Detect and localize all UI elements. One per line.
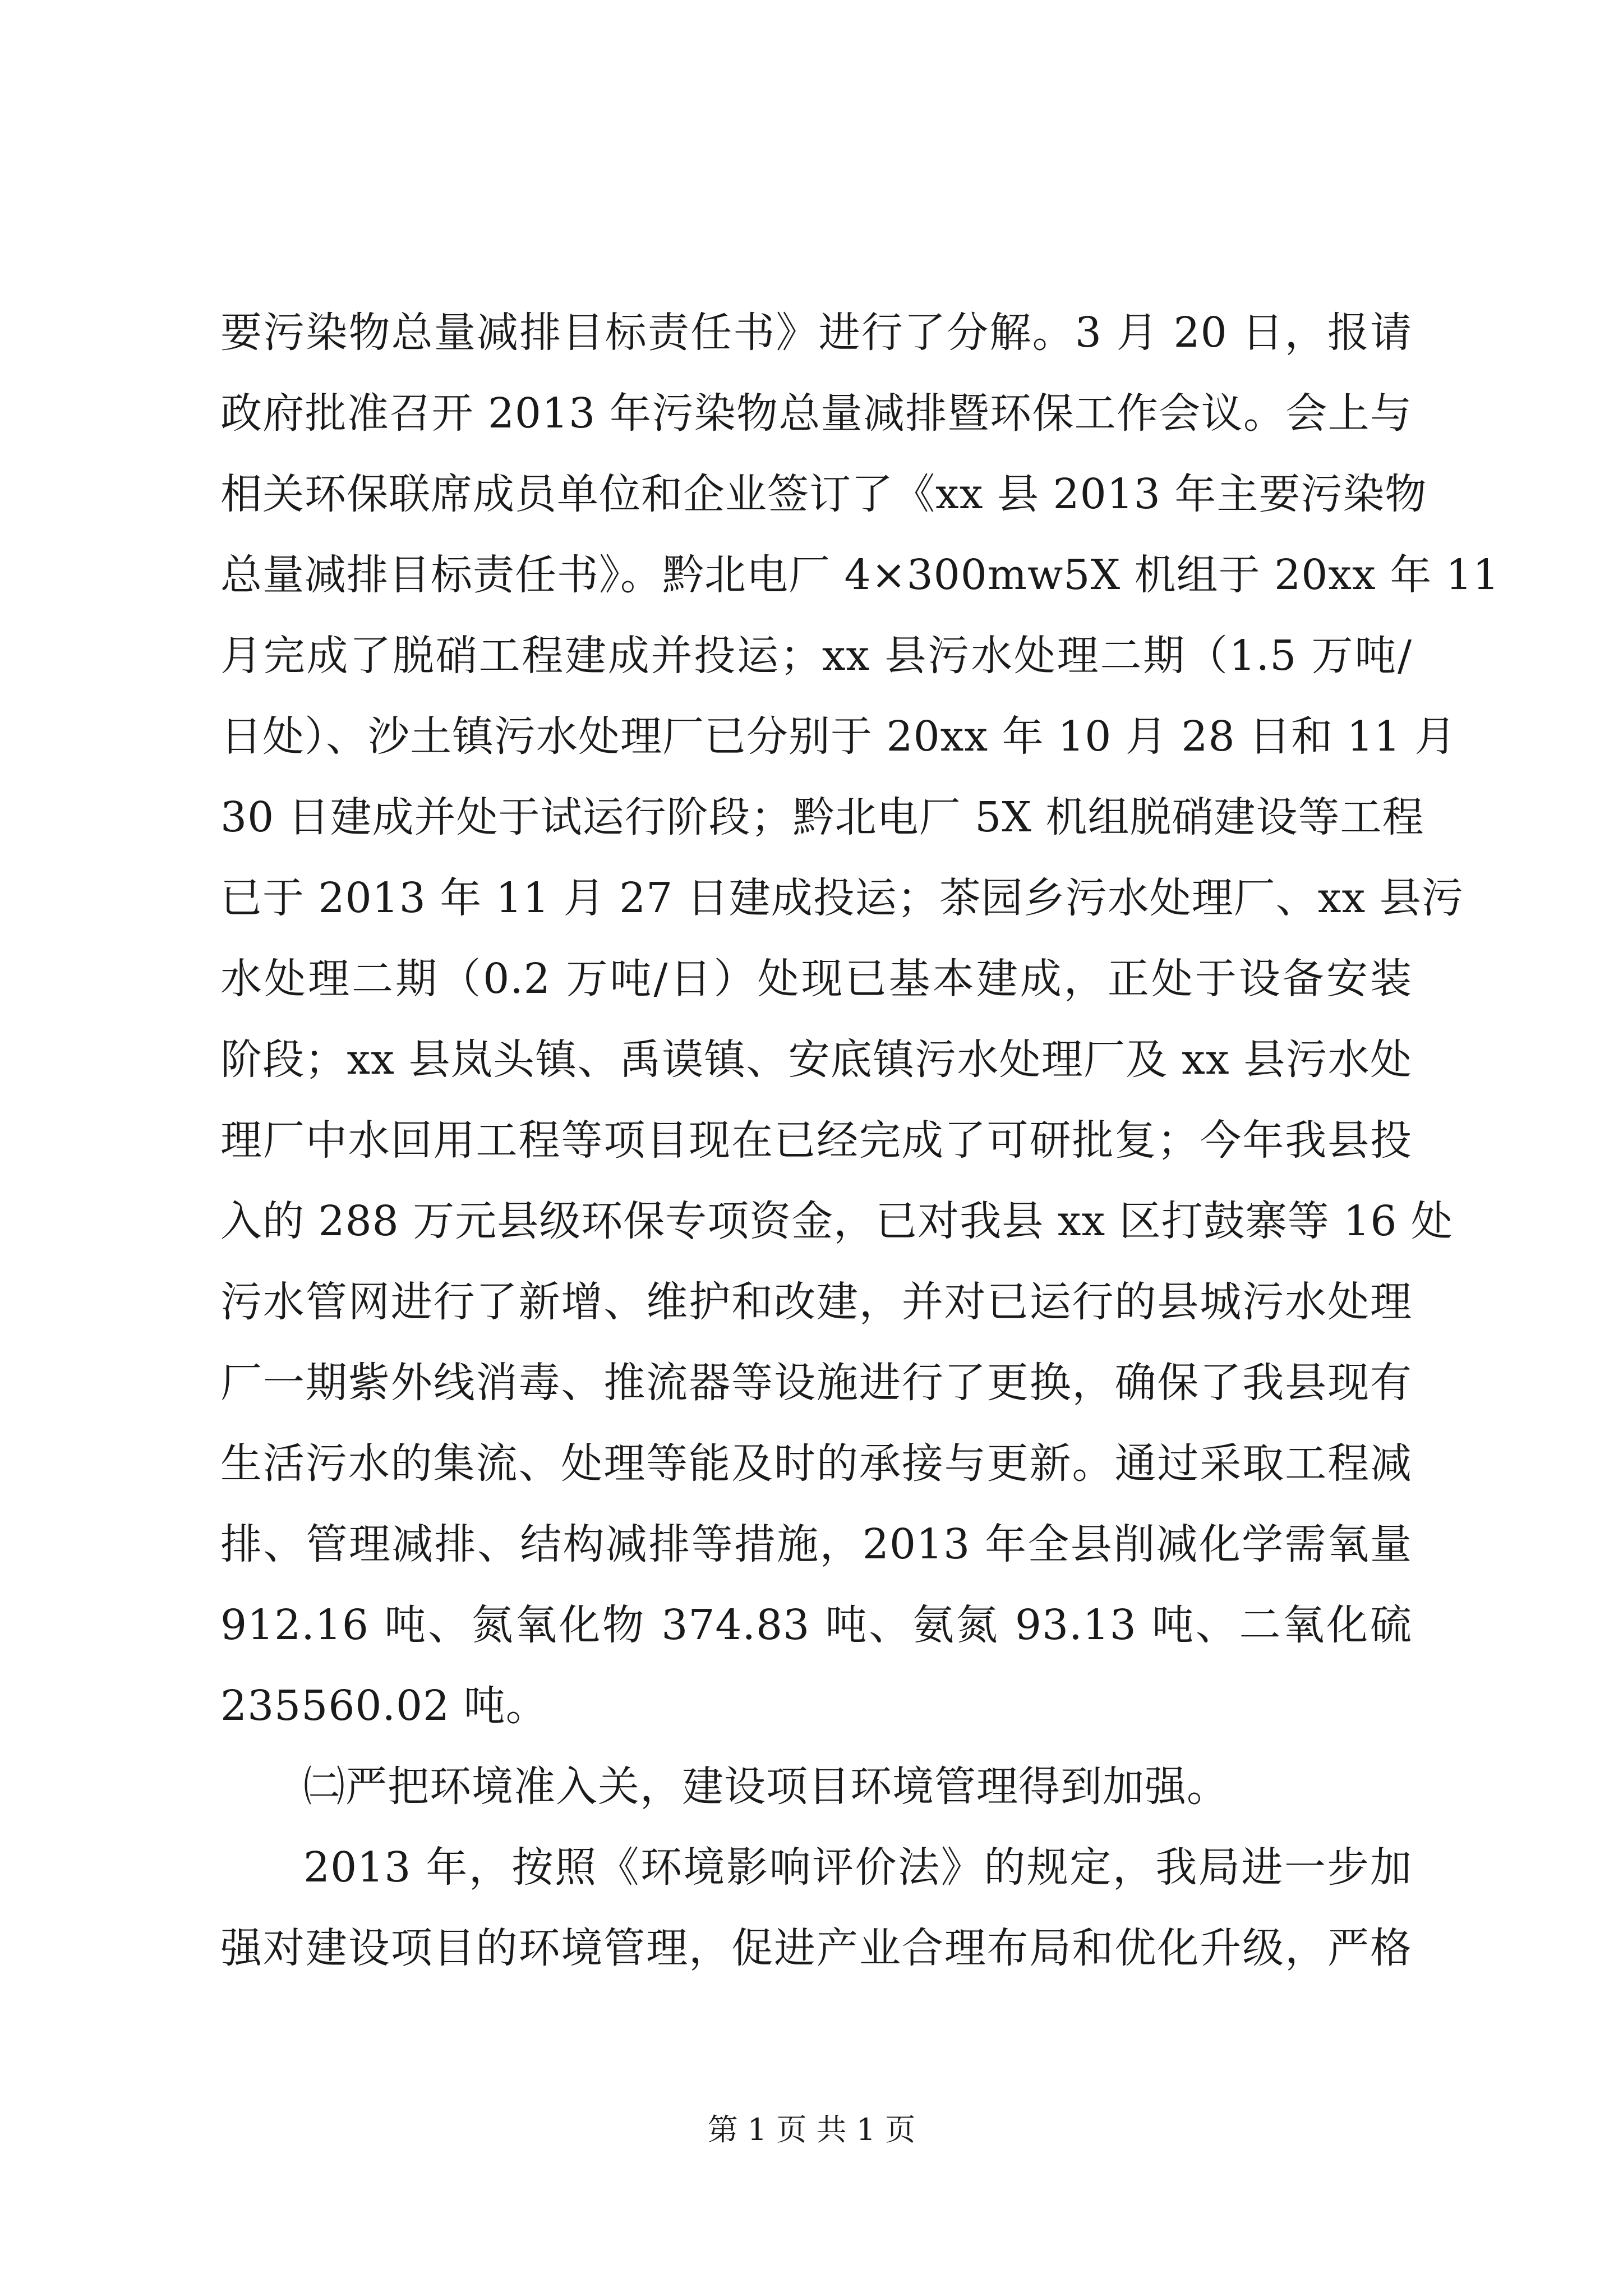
body-line: 阶段；xx 县岚头镇、禹谟镇、安底镇污水处理厂及 xx 县污水处 (220, 1036, 1412, 1084)
body-line: 强对建设项目的环境管理，促进产业合理布局和优化升级，严格 (220, 1924, 1412, 1972)
section-heading: ㈡严把环境准入关，建设项目环境管理得到加强。 (303, 1763, 1229, 1811)
body-line: 要污染物总量减排目标责任书》进行了分解。3 月 20 日，报请 (220, 309, 1412, 357)
body-line: 排、管理减排、结构减排等措施，2013 年全县削减化学需氧量 (220, 1520, 1412, 1568)
body-line: 理厂中水回用工程等项目现在已经完成了可研批复；今年我县投 (220, 1116, 1412, 1165)
body-line: 生活污水的集流、处理等能及时的承接与更新。通过采取工程减 (220, 1439, 1412, 1488)
body-line: 日处）、沙土镇污水处理厂已分别于 20xx 年 10 月 28 日和 11 月 (220, 712, 1457, 761)
body-line: 政府批准召开 2013 年污染物总量减排暨环保工作会议。会上与 (220, 389, 1412, 438)
document-body (220, 292, 1500, 1989)
body-line: 30 日建成并处于试运行阶段；黔北电厂 5X 机组脱硝建设等工程 (220, 793, 1424, 841)
body-line: 已于 2013 年 11 月 27 日建成投运；茶园乡污水处理厂、xx 县污 (220, 874, 1464, 922)
body-line: 污水管网进行了新增、维护和改建，并对已运行的县城污水处理 (220, 1278, 1412, 1326)
body-line: 月完成了脱硝工程建成并投运；xx 县污水处理二期（1.5 万吨/ (220, 632, 1412, 680)
body-line-paragraph-end: 235560.02 吨。 (220, 1682, 548, 1730)
body-line: 厂一期紫外线消毒、推流器等设施进行了更换，确保了我县现有 (220, 1359, 1412, 1407)
body-line: 相关环保联席成员单位和企业签订了《xx 县 2013 年主要污染物 (220, 470, 1427, 518)
body-line-paragraph-start: 2013 年，按照《环境影响评价法》的规定，我局进一步加 (303, 1843, 1412, 1892)
page-footer: 第 1 页 共 1 页 (707, 2112, 916, 2147)
body-line: 水处理二期（0.2 万吨/日）处现已基本建成，正处于设备安装 (220, 955, 1412, 1003)
body-line: 912.16 吨、氮氧化物 374.83 吨、氨氮 93.13 吨、二氧化硫 (220, 1601, 1412, 1649)
body-line: 入的 288 万元县级环保专项资金，已对我县 xx 区打鼓寨等 16 处 (220, 1197, 1454, 1245)
body-line: 总量减排目标责任书》。黔北电厂 4×300mw5X 机组于 20xx 年 11 (220, 551, 1500, 599)
